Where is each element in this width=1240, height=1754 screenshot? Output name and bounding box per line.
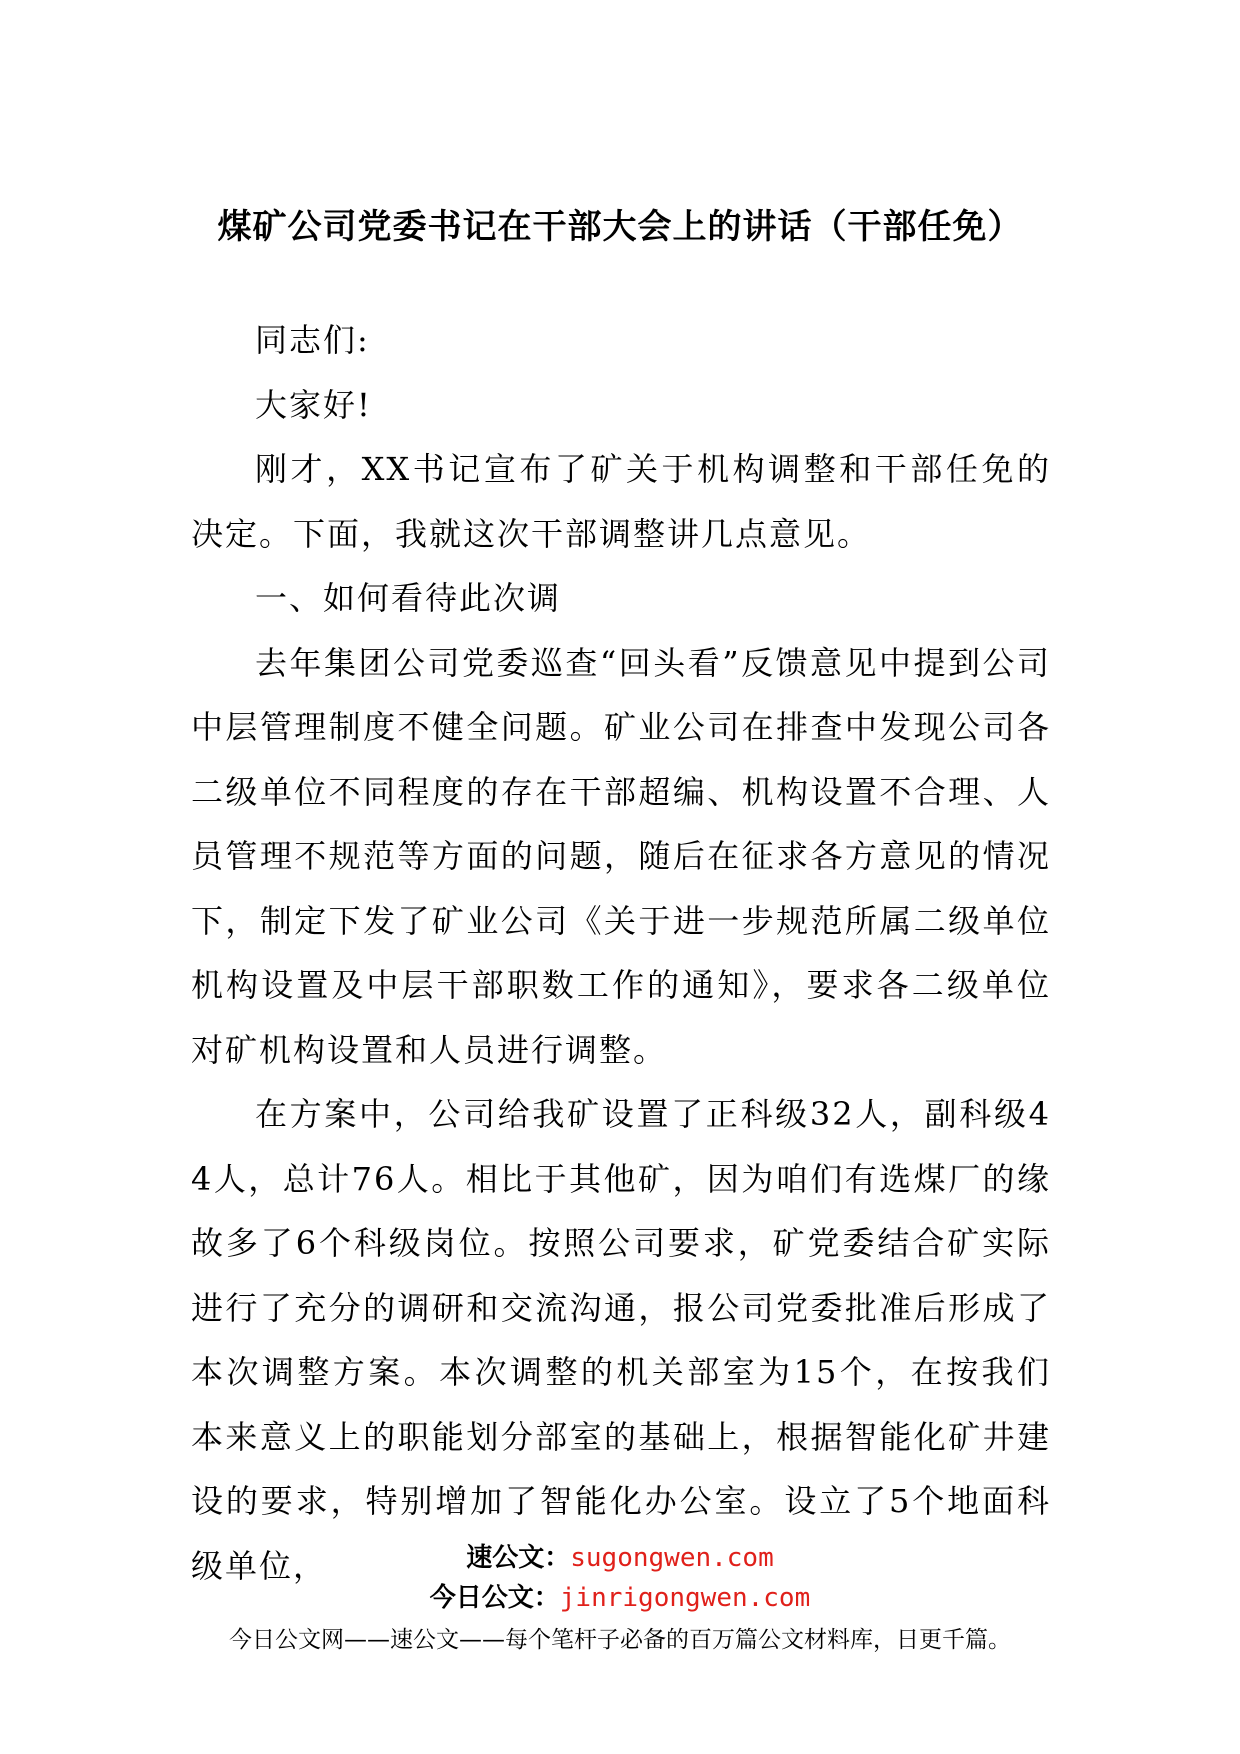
salute-line: 大家好! bbox=[255, 385, 372, 424]
document-body bbox=[191, 308, 1051, 1598]
footer-jinrigongwen-link[interactable]: jinrigongwen.com bbox=[559, 1583, 811, 1613]
document-title: 煤矿公司党委书记在干部大会上的讲话（干部任免） bbox=[217, 207, 1023, 247]
footer-jinrigongwen-label: 今日公文： bbox=[429, 1583, 560, 1613]
body-paragraph-2: 在方案中，公司给我矿设置了正科级32人，副科级44人，总计76人。相比于其他矿，因为咱们有选煤厂的缘故多了6个科级岗位。按照公司要求，矿党委结合矿实际进行了充分的调研和交流沟通，报公司党委批准后形成了本次调整方案。本次调整的机关部室为15个，在按我们本来意义上的职能划分部室的基础上，根据智能化矿井建设的要求，特别增加了智能化办公室。设立了5个地面科级单位， bbox=[191, 1095, 1051, 1585]
footer-sugongwen-label: 速公文： bbox=[466, 1543, 571, 1573]
intro-paragraph: 刚才，XX书记宣布了矿关于机构调整和干部任免的决定。下面，我就这次干部调整讲几点意见。 bbox=[191, 450, 1051, 553]
footer-tagline: 今日公文网——速公文——每个笔杆子必备的百万篇公文材料库，日更千篇。 bbox=[229, 1627, 1011, 1653]
footer-sugongwen-link[interactable]: sugongwen.com bbox=[570, 1543, 774, 1573]
footer-jinrigongwen bbox=[0, 1578, 1240, 1618]
footer-sugongwen bbox=[0, 1538, 1240, 1578]
body-paragraph-1: 去年集团公司党委巡查“回头看”反馈意见中提到公司中层管理制度不健全问题。矿业公司在排查中发现公司各二级单位不同程度的存在干部超编、机构设置不合理、人员管理不规范等方面的问题，随后在征求各方意见的情况下，制定下发了矿业公司《关于进一步规范所属二级单位机构设置及中层干部职数工作的通知》，要求各二级单位对矿机构设置和人员进行调整。 bbox=[191, 643, 1051, 1069]
greeting-line: 同志们: bbox=[255, 321, 370, 359]
section-heading-1: 一、如何看待此次调 bbox=[255, 579, 562, 617]
